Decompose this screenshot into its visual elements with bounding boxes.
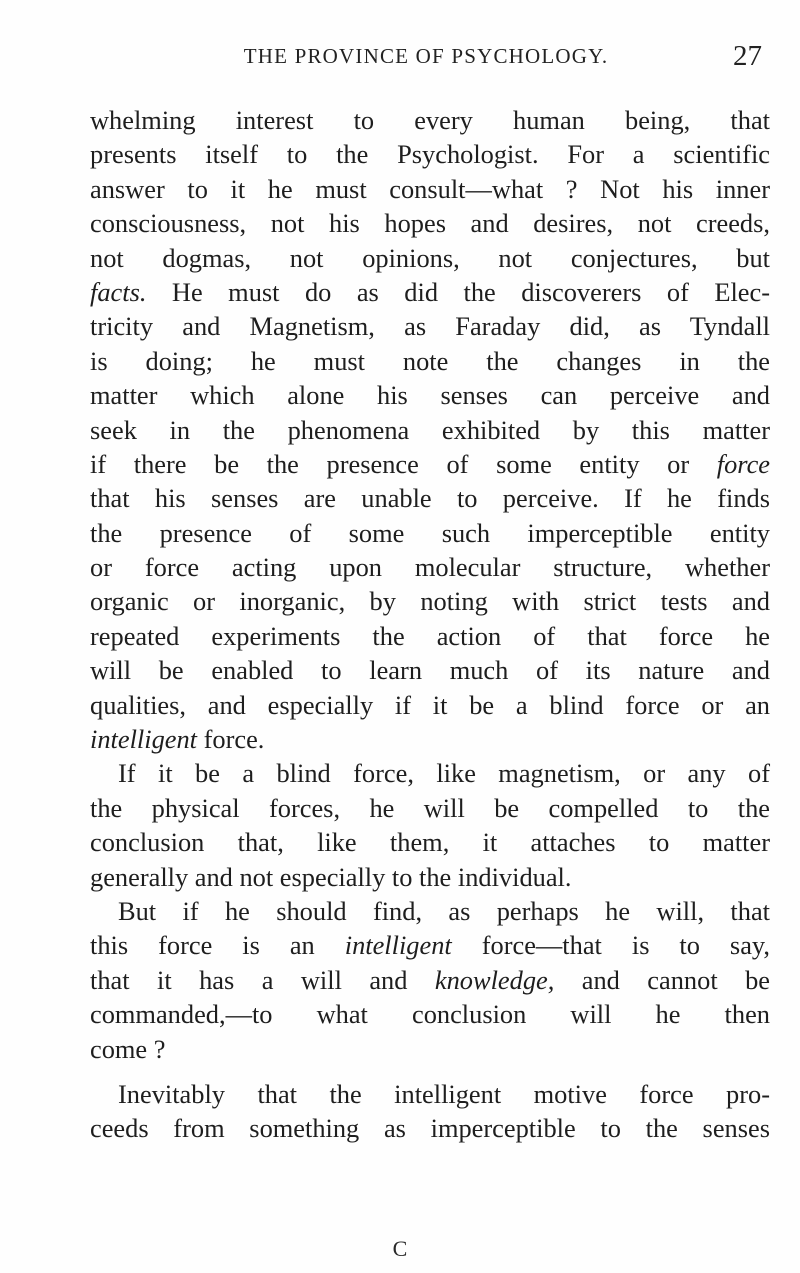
text-line: generally and not especially to the individual. — [90, 861, 572, 892]
text-line: or force acting upon molecular structure, whether — [90, 552, 770, 583]
text-line: repeated experiments the action of that force he — [90, 620, 770, 651]
text-line: ceeds from something as imperceptible to the senses — [90, 1113, 770, 1144]
paragraph-4 — [90, 1077, 770, 1146]
text-line: seek in the phenomena exhibited by this matter — [90, 414, 770, 445]
page-number: 27 — [733, 40, 762, 72]
text-line: the physical forces, he will be compelled to the — [90, 792, 770, 823]
text-line: presents itself to the Psychologist. For a scientific — [90, 139, 770, 170]
text-line: commanded,—to what conclusion will he then — [90, 999, 770, 1030]
text-line: But if he should find, as perhaps he will, that — [118, 895, 770, 926]
text-line: facts. He must do as did the discoverers of Elec- — [90, 276, 770, 307]
paragraph-3 — [90, 894, 770, 1066]
text-line: will be enabled to learn much of its nature and — [90, 655, 770, 686]
text-line: come ? — [90, 1033, 166, 1064]
running-title: THE PROVINCE OF PSYCHOLOGY. — [243, 44, 609, 68]
paragraph-spacer — [90, 1066, 770, 1077]
text-line: this force is an intelligent force—that is to say, — [90, 930, 770, 961]
text-line: organic or inorganic, by noting with strict tests and — [90, 586, 770, 617]
text-line: if there be the presence of some entity or force — [90, 448, 770, 479]
text-line: whelming interest to every human being, that — [90, 105, 770, 135]
paragraph-1 — [90, 103, 770, 756]
text-line: intelligent force. — [90, 724, 265, 755]
paragraph-2 — [90, 756, 770, 894]
text-line: If it be a blind force, like magnetism, or any of — [118, 758, 770, 789]
text-line: qualities, and especially if it be a blind force or an — [90, 689, 770, 720]
text-line: that his senses are unable to perceive. If he finds — [90, 483, 770, 514]
text-line: answer to it he must consult—what ? Not his inner — [90, 173, 770, 204]
text-line: consciousness, not his hopes and desires, not creeds, — [90, 208, 770, 239]
text-line: conclusion that, like them, it attaches to matter — [90, 827, 770, 858]
running-head — [90, 42, 762, 76]
signature-mark: C — [392, 1236, 408, 1261]
text-line: matter which alone his senses can perceive and — [90, 380, 770, 411]
text-line: that it has a will and knowledge, and cannot be — [90, 964, 770, 995]
body-text — [90, 103, 770, 1146]
text-line: is doing; he must note the changes in the — [90, 345, 770, 376]
text-line: Inevitably that the intelligent motive force pro- — [118, 1078, 770, 1109]
text-line: not dogmas, not opinions, not conjectures, but — [90, 242, 770, 273]
text-line: the presence of some such imperceptible entity — [90, 517, 770, 548]
text-line: tricity and Magnetism, as Faraday did, as Tyndall — [90, 311, 770, 342]
